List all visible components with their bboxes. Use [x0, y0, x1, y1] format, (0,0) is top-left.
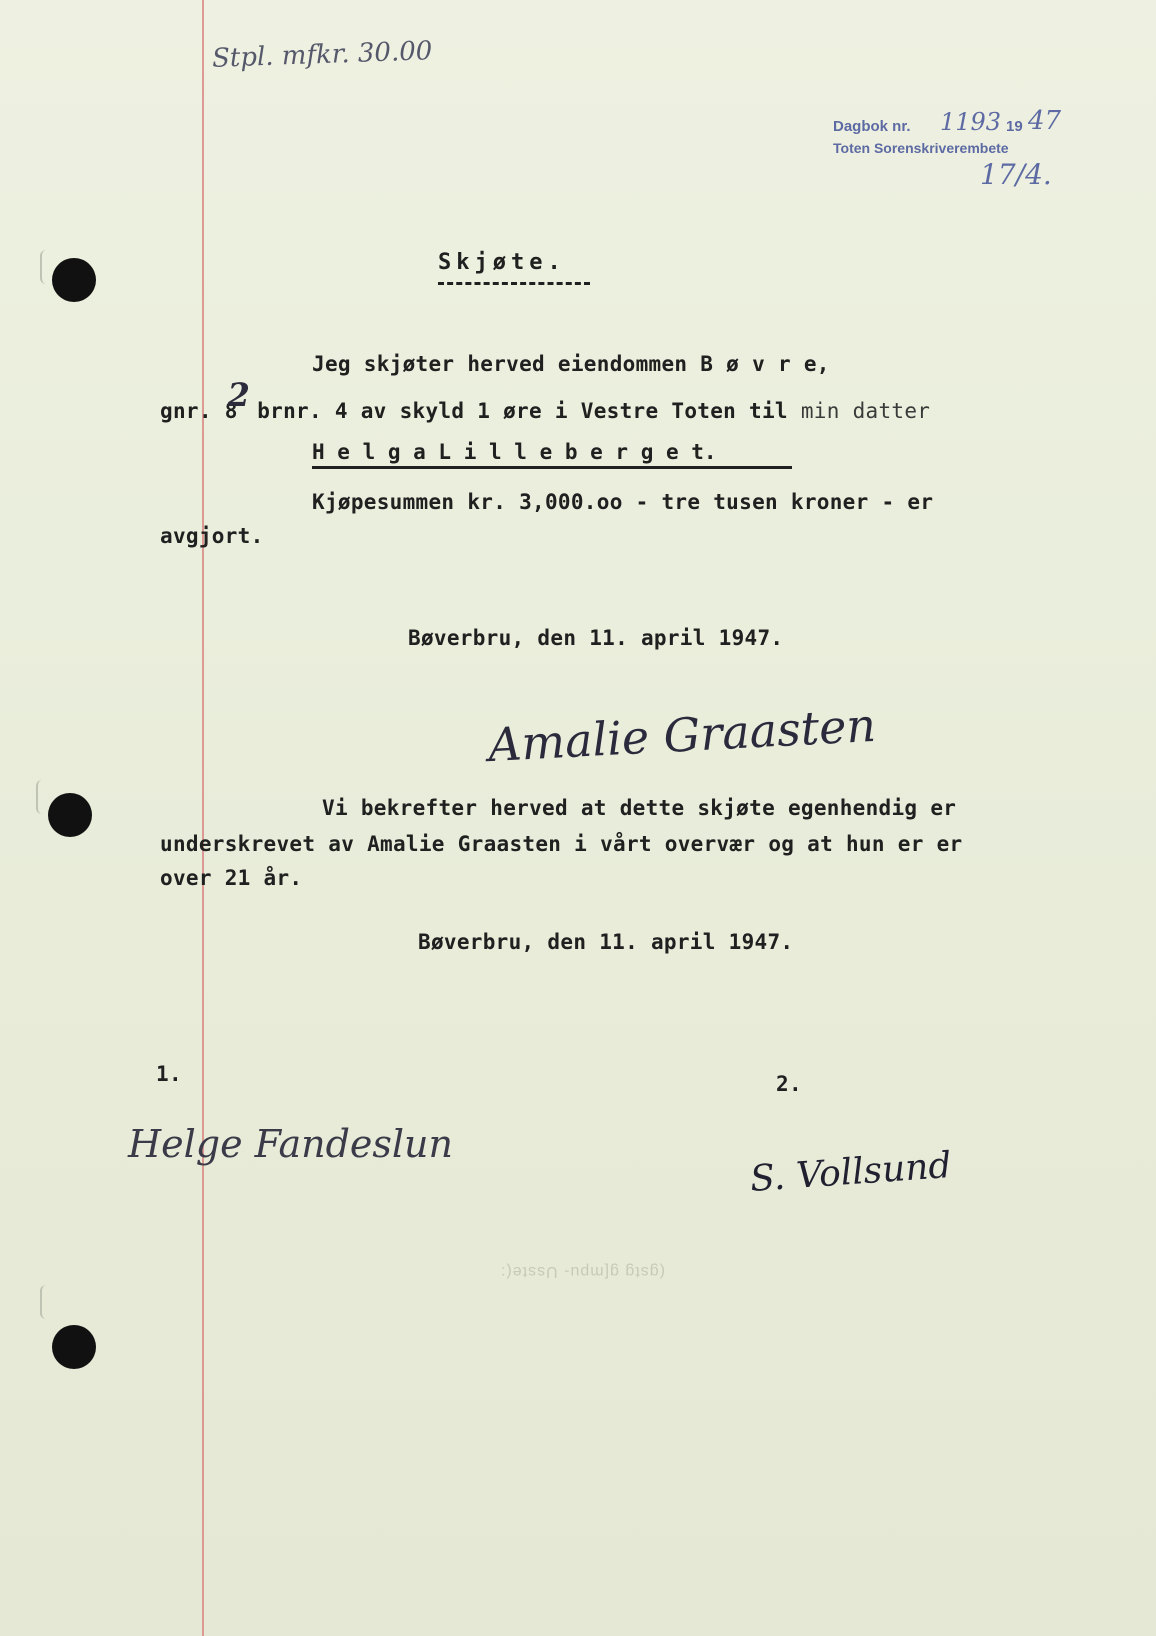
place-date-2: Bøverbru, den 11. april 1947.: [418, 930, 794, 954]
gnr-correction: 2: [227, 376, 251, 414]
stamp-year-hand: 47: [1028, 106, 1062, 136]
margin-line: [202, 0, 204, 1636]
paragraph-1-line-2: [160, 376, 931, 426]
brnr-text: brnr. 4 av skyld 1 øre i Vestre Toten til: [244, 399, 801, 423]
margin-note: Stpl. mfkr. 30.00: [211, 36, 433, 74]
paragraph-1-line-1: Jeg skjøter herved eiendommen B ø v r e,: [312, 352, 830, 376]
punch-hole-bottom: [52, 1325, 96, 1369]
paragraph-3-line-3: over 21 år.: [160, 866, 303, 890]
gnr-text: gnr. 8: [160, 399, 238, 423]
signature-amalie-graasten: Amalie Graasten: [486, 697, 878, 773]
recipient-underline: [312, 466, 792, 469]
witness-2-signature: S. Vollsund: [748, 1145, 953, 1200]
paper-tear: [36, 780, 48, 814]
witness-1-signature: Helge Fandeslun: [128, 1122, 454, 1166]
paper-tear: [40, 1285, 52, 1319]
recipient-relation: min datter: [800, 399, 931, 423]
punch-hole-top: [52, 258, 96, 302]
stamp-office: Toten Sorenskriverembete: [833, 140, 1009, 156]
place-date-1: Bøverbru, den 11. april 1947.: [408, 626, 784, 650]
paragraph-2-line-1: Kjøpesummen kr. 3,000.oo - tre tusen kroner - er: [312, 490, 934, 514]
paper-tear: [40, 250, 52, 284]
stamp-date: 17/4.: [980, 158, 1052, 191]
bleed-through-text: (gstg g[mpu- Usste(:: [500, 1263, 665, 1280]
stamp-number: 1193: [940, 108, 1002, 136]
paragraph-3-line-1: Vi bekrefter herved at dette skjøte egenhendig er: [322, 796, 957, 820]
witness-1-number: 1.: [156, 1062, 182, 1086]
paragraph-2-line-2: avgjort.: [160, 524, 264, 548]
stamp-year-printed: 19: [1006, 118, 1023, 135]
stamp-dagbok-label: Dagbok nr.: [833, 118, 911, 135]
recipient-name: H e l g a L i l l e b e r g e t.: [312, 440, 717, 464]
document-title: Skjøte.: [438, 250, 566, 275]
paragraph-3-line-2: underskrevet av Amalie Graasten i vårt overvær og at hun er er: [160, 832, 963, 856]
punch-hole-middle: [48, 793, 92, 837]
title-underline: [438, 282, 590, 285]
witness-2-number: 2.: [776, 1072, 802, 1096]
